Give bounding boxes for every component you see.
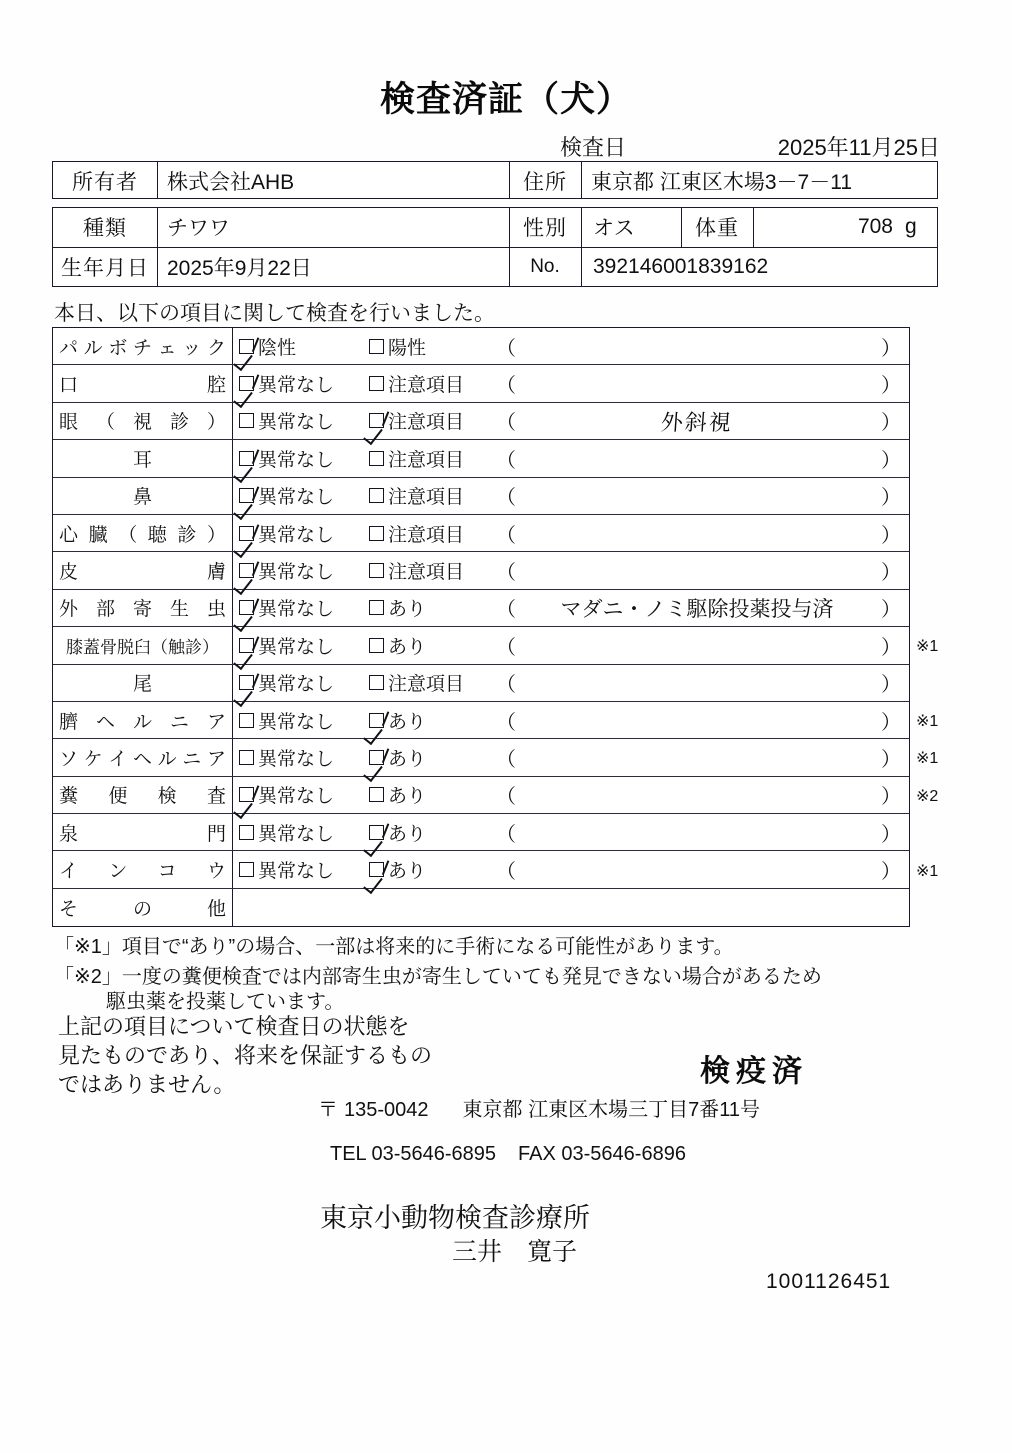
exam-option-normal-label: 異常なし — [258, 599, 335, 621]
checkbox-checked-icon[interactable] — [239, 488, 254, 503]
note-paren-close: ） — [881, 823, 901, 846]
sex-label: 性別 — [523, 217, 567, 240]
exam-option-normal-label: 異常なし — [258, 524, 335, 546]
exam-option-normal-label: 異常なし — [258, 786, 335, 808]
disclaimer-block — [58, 1012, 432, 1099]
exam-table-row — [53, 702, 909, 739]
exam-row-footnote-mark: ※1 — [916, 713, 939, 730]
quarantine-stamp: 検疫済 — [700, 1055, 808, 1088]
exam-table-row — [53, 478, 909, 515]
birth-label: 生年月日 — [61, 257, 149, 280]
exam-row-note: 外斜視 — [659, 410, 734, 436]
note-paren-close: ） — [881, 524, 901, 547]
breed-value: チワワ — [167, 217, 230, 240]
checkbox-icon[interactable] — [239, 862, 254, 877]
exam-option-abnormal-label: あり — [388, 711, 427, 733]
exam-option-abnormal[interactable] — [369, 627, 426, 663]
disclaimer-line-3: ではありません。 — [58, 1072, 236, 1097]
clinic-address — [318, 1093, 760, 1122]
exam-row-footnote-mark: ※1 — [916, 862, 939, 880]
exam-option-abnormal-label: あり — [388, 861, 427, 883]
clinic-zip: 135-0042 — [344, 1099, 429, 1121]
exam-option-normal[interactable] — [239, 328, 296, 364]
exam-row-label: 眼 （ 視 診 ） — [53, 403, 233, 439]
exam-option-normal[interactable] — [239, 440, 334, 476]
note-paren-open: （ — [496, 748, 516, 771]
divider — [157, 208, 158, 286]
note-paren-close: ） — [881, 674, 901, 697]
checkbox-checked-icon[interactable] — [239, 526, 254, 541]
owner-label: 所有者 — [72, 171, 138, 194]
note-paren-close: ） — [881, 748, 901, 771]
exam-option-abnormal-label: 陽性 — [388, 337, 427, 359]
exam-option-abnormal-label: 注意項目 — [388, 412, 465, 434]
note-paren-open: （ — [496, 861, 516, 884]
exam-table-row — [53, 440, 909, 477]
exam-option-normal-label: 異常なし — [258, 449, 335, 471]
clinic-name: 東京小動物検査診療所 — [320, 1203, 590, 1233]
exam-option-abnormal-label: 注意項目 — [388, 674, 465, 696]
checkbox-icon[interactable] — [369, 787, 384, 802]
checkbox-checked-icon[interactable] — [239, 600, 254, 615]
exam-row-label: 皮 膚 — [53, 552, 233, 588]
exam-option-abnormal[interactable] — [369, 665, 464, 701]
checkbox-icon[interactable] — [369, 638, 384, 653]
exam-option-abnormal[interactable] — [369, 851, 426, 887]
checkbox-checked-icon[interactable] — [239, 787, 254, 802]
exam-row-footnote-mark: ※1 — [916, 750, 939, 768]
animal-info-box — [52, 207, 938, 287]
exam-table-row — [53, 515, 909, 552]
exam-option-abnormal-label: あり — [388, 599, 427, 621]
note-paren-open: （ — [496, 375, 516, 398]
exam-table-row — [53, 665, 909, 702]
exam-option-normal[interactable] — [239, 552, 334, 588]
weight-label: 体重 — [695, 217, 739, 240]
exam-option-normal[interactable] — [239, 403, 334, 439]
exam-option-normal-label: 異常なし — [258, 636, 335, 658]
exam-option-normal-label: 異常なし — [258, 823, 335, 845]
checkbox-checked-icon[interactable] — [369, 713, 384, 728]
birth-value: 2025年9月22日 — [167, 257, 312, 280]
disclaimer-line-2: 見たものであり、将来を保証するもの — [58, 1043, 433, 1068]
exam-table-row — [53, 552, 909, 589]
exam-option-abnormal[interactable] — [369, 702, 426, 738]
exam-option-abnormal-label: 注意項目 — [388, 487, 465, 509]
checkbox-icon[interactable] — [369, 451, 384, 466]
exam-table-row — [53, 814, 909, 851]
exam-option-normal-label: 異常なし — [258, 487, 335, 509]
exam-option-normal-label: 異常なし — [258, 562, 335, 584]
exam-row-label: 泉 門 — [53, 814, 233, 850]
exam-option-abnormal-label: 注意項目 — [388, 524, 465, 546]
exam-option-normal-label: 陰性 — [258, 337, 297, 359]
exam-option-abnormal[interactable] — [369, 777, 426, 813]
exam-row-label: 臍 ヘ ル ニ ア — [53, 702, 233, 738]
exam-table-row — [53, 739, 909, 776]
intro-sentence: 本日、以下の項目に関して検査を行いました。 — [54, 302, 495, 325]
note-paren-close: ） — [881, 375, 901, 398]
exam-option-normal-label: 異常なし — [258, 748, 335, 770]
footnote-1: 「※1」項目で“あり”の場合、一部は将来的に手術になる可能性があります。 — [54, 936, 734, 958]
sex-value: オス — [593, 217, 635, 240]
exam-row-label: 耳 — [53, 440, 233, 476]
checkbox-icon[interactable] — [239, 825, 254, 840]
exam-option-abnormal[interactable] — [369, 814, 426, 850]
checkbox-icon[interactable] — [369, 339, 384, 354]
exam-option-abnormal[interactable] — [369, 590, 426, 626]
address-label: 住所 — [523, 171, 567, 194]
note-paren-close: ） — [881, 786, 901, 809]
exam-table-row — [53, 777, 909, 814]
checkbox-icon[interactable] — [369, 563, 384, 578]
exam-option-normal[interactable] — [239, 627, 334, 663]
exam-option-normal[interactable] — [239, 590, 334, 626]
address-value: 東京都 江東区木場3－7－11 — [591, 171, 852, 194]
note-paren-open: （ — [496, 449, 516, 472]
exam-option-abnormal[interactable] — [369, 365, 464, 401]
registration-no-label: No. — [530, 256, 560, 277]
exam-option-abnormal-label: 注意項目 — [388, 562, 465, 584]
exam-option-normal[interactable] — [239, 777, 334, 813]
divider — [581, 247, 582, 286]
exam-option-abnormal[interactable] — [369, 515, 464, 551]
checkbox-checked-icon[interactable] — [369, 862, 384, 877]
checkbox-icon[interactable] — [369, 488, 384, 503]
exam-option-abnormal[interactable] — [369, 478, 464, 514]
note-paren-close: ） — [881, 599, 901, 622]
exam-row-label: イ ン コ ウ — [53, 851, 233, 887]
exam-table-row — [53, 627, 909, 664]
note-paren-open: （ — [496, 487, 516, 510]
divider — [581, 208, 582, 247]
exam-table-row — [53, 365, 909, 402]
exam-row-footnote-mark: ※2 — [916, 787, 939, 805]
checkbox-icon[interactable] — [369, 600, 384, 615]
weight-unit: g — [905, 215, 917, 238]
checkbox-checked-icon[interactable] — [369, 825, 384, 840]
exam-date-row — [560, 131, 940, 159]
exam-row-label: 心 臓 （ 聴 診 ） — [53, 515, 233, 551]
exam-row-label: 鼻 — [53, 478, 233, 514]
exam-option-normal[interactable] — [239, 515, 334, 551]
exam-option-abnormal[interactable] — [369, 552, 464, 588]
exam-date-label: 検査日 — [560, 135, 627, 160]
exam-row-note: マダニ・ノミ駆除投薬投与済 — [560, 597, 834, 621]
clinic-tel-text: TEL 03-5646-6895 — [330, 1143, 497, 1165]
note-paren-open: （ — [496, 674, 516, 697]
exam-row-label: 糞 便 検 査 — [53, 777, 233, 813]
divider — [581, 162, 582, 198]
clinic-address-text: 東京都 江東区木場三丁目7番11号 — [462, 1099, 760, 1121]
clinic-contact — [330, 1143, 686, 1166]
checkbox-checked-icon[interactable] — [239, 638, 254, 653]
exam-option-abnormal-label: あり — [388, 748, 427, 770]
note-paren-open: （ — [496, 786, 516, 809]
note-paren-open: （ — [496, 599, 516, 622]
checkbox-icon[interactable] — [239, 750, 254, 765]
exam-date-value: 2025年11月25日 — [777, 135, 940, 160]
exam-option-abnormal-label: 注意項目 — [388, 375, 465, 397]
checkbox-checked-icon[interactable] — [239, 451, 254, 466]
owner-value: 株式会社AHB — [167, 171, 295, 194]
exam-option-abnormal-label: あり — [388, 636, 427, 658]
exam-row-label: 尾 — [53, 665, 233, 701]
note-paren-close: ） — [881, 711, 901, 734]
checkbox-icon[interactable] — [369, 526, 384, 541]
examination-table — [52, 327, 910, 927]
exam-option-normal[interactable] — [239, 702, 334, 738]
page-title: 検査済証（犬） — [379, 80, 632, 119]
clinic-fax-text: FAX 03-5646-6896 — [518, 1143, 686, 1165]
exam-option-normal-label: 異常なし — [258, 861, 335, 883]
checkbox-icon[interactable] — [369, 376, 384, 391]
exam-option-abnormal[interactable] — [369, 440, 464, 476]
note-paren-close: ） — [881, 487, 901, 510]
checkbox-checked-icon[interactable] — [369, 750, 384, 765]
note-paren-close: ） — [881, 861, 901, 884]
exam-option-normal[interactable] — [239, 851, 334, 887]
disclaimer-line-1: 上記の項目について検査日の状態を — [58, 1014, 410, 1039]
exam-option-abnormal[interactable] — [369, 739, 426, 775]
weight-value: 708 — [857, 215, 893, 238]
exam-row-label: 膝蓋骨脱臼（触診） — [53, 627, 233, 663]
note-paren-open: （ — [496, 711, 516, 734]
exam-table-row — [53, 851, 909, 888]
exam-row-label: ソ ケ イ ヘ ル ニ ア — [53, 739, 233, 775]
postal-mark-icon: 〒 — [318, 1099, 338, 1121]
exam-table-row — [53, 328, 909, 365]
exam-option-normal-label: 異常なし — [258, 375, 335, 397]
exam-option-normal[interactable] — [239, 814, 334, 850]
checkbox-icon[interactable] — [369, 675, 384, 690]
exam-option-abnormal-label: あり — [388, 786, 427, 808]
exam-option-abnormal[interactable] — [369, 328, 426, 364]
checkbox-checked-icon[interactable] — [239, 563, 254, 578]
checkbox-checked-icon[interactable] — [369, 413, 384, 428]
exam-row-label: 口 腔 — [53, 365, 233, 401]
note-paren-close: ） — [881, 412, 901, 435]
exam-table-row — [53, 889, 909, 926]
exam-option-normal-label: 異常なし — [258, 674, 335, 696]
footnote-2-continued: 駆虫薬を投薬しています。 — [106, 991, 345, 1013]
checkbox-icon[interactable] — [239, 713, 254, 728]
serial-number: 1001126451 — [766, 1270, 892, 1293]
note-paren-open: （ — [496, 562, 516, 585]
exam-table-row — [53, 590, 909, 627]
exam-option-normal[interactable] — [239, 739, 334, 775]
exam-option-abnormal-label: 注意項目 — [388, 449, 465, 471]
note-paren-close: ） — [881, 636, 901, 659]
note-paren-open: （ — [496, 337, 516, 360]
exam-option-normal-label: 異常なし — [258, 711, 335, 733]
exam-row-label: パ ル ボ チ ェ ッ ク — [53, 328, 233, 364]
owner-info-box — [52, 161, 938, 199]
exam-option-abnormal[interactable] — [369, 403, 464, 439]
note-paren-open: （ — [496, 636, 516, 659]
exam-table-row — [53, 403, 909, 440]
exam-option-normal[interactable] — [239, 365, 334, 401]
breed-label: 種類 — [83, 217, 127, 240]
registration-no-value: 392146001839162 — [593, 255, 769, 278]
note-paren-open: （ — [496, 412, 516, 435]
checkbox-checked-icon[interactable] — [239, 339, 254, 354]
clinic-veterinarian-name: 三井 寛子 — [452, 1238, 578, 1266]
exam-option-normal[interactable] — [239, 478, 334, 514]
note-paren-close: ） — [881, 337, 901, 360]
note-paren-open: （ — [496, 524, 516, 547]
exam-option-abnormal-label: あり — [388, 823, 427, 845]
checkbox-checked-icon[interactable] — [239, 376, 254, 391]
exam-row-label: 外 部 寄 生 虫 — [53, 590, 233, 626]
footnote-2: 「※2」一度の糞便検査では内部寄生虫が寄生していても発見できない場合があるため — [54, 966, 822, 988]
exam-option-normal[interactable] — [239, 665, 334, 701]
note-paren-close: ） — [881, 449, 901, 472]
checkbox-icon[interactable] — [239, 413, 254, 428]
exam-option-normal-label: 異常なし — [258, 412, 335, 434]
divider — [157, 162, 158, 198]
exam-row-label: そ の 他 — [53, 889, 233, 926]
checkbox-checked-icon[interactable] — [239, 675, 254, 690]
note-paren-open: （ — [496, 823, 516, 846]
exam-row-footnote-mark: ※1 — [916, 638, 939, 656]
note-paren-close: ） — [881, 562, 901, 585]
